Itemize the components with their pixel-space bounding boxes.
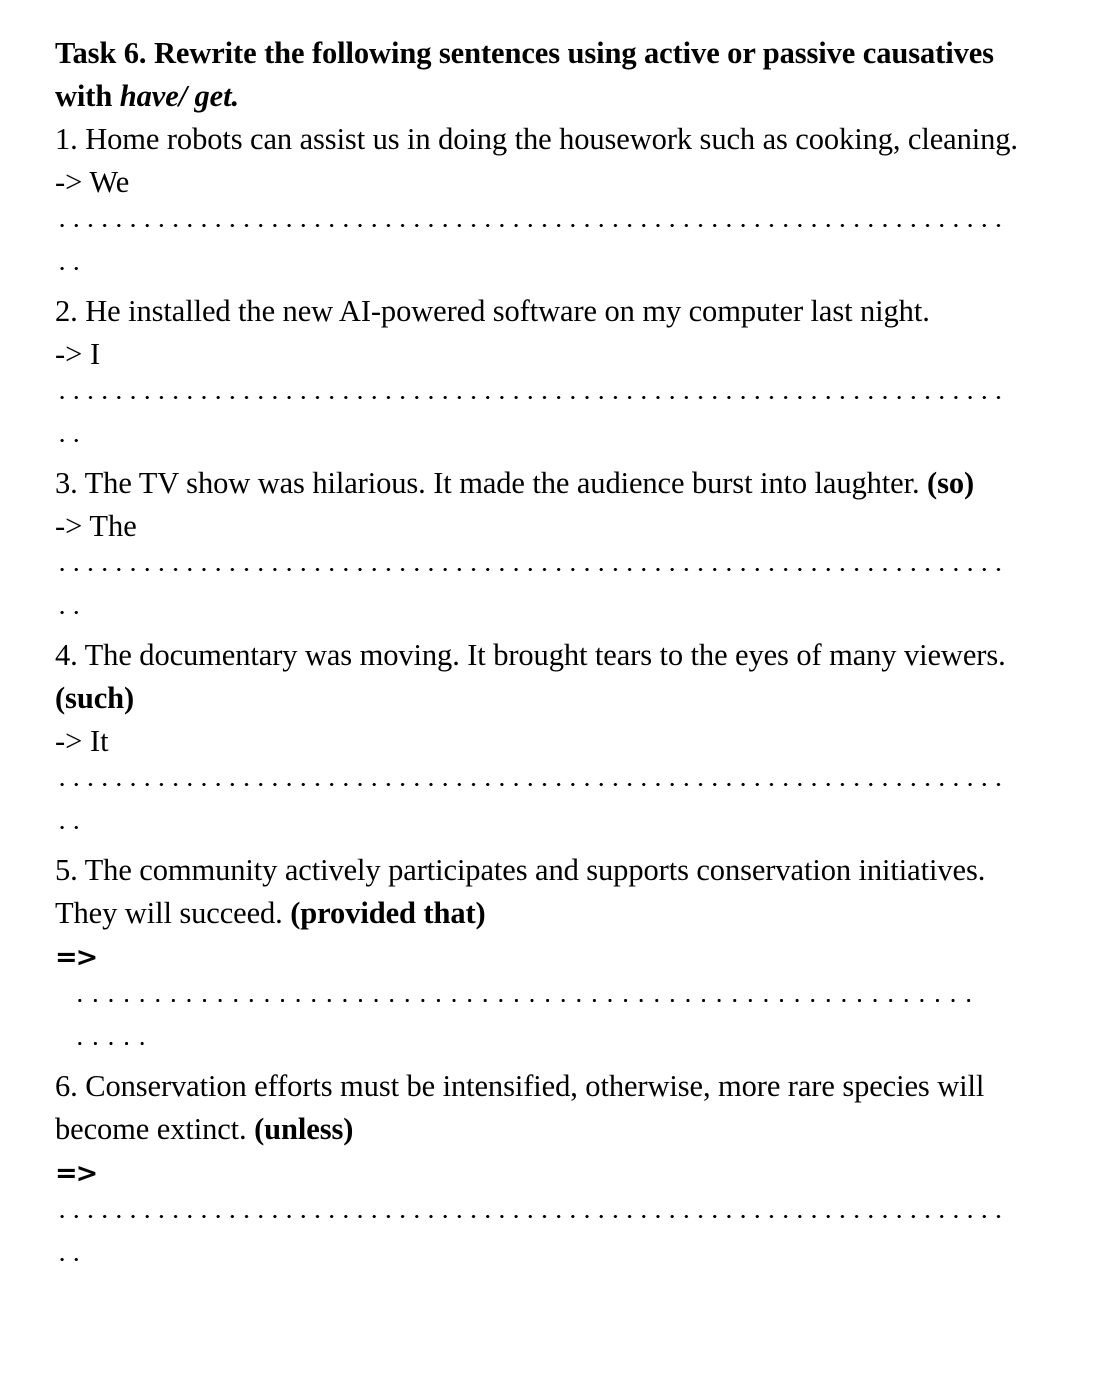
exercise-item-6: [55, 1065, 1018, 1281]
question-text-5: [55, 849, 1018, 935]
exercise-item-4: [55, 634, 1018, 849]
exercise-item-3: [55, 462, 1018, 634]
page-title-italic: have/ get.: [119, 79, 240, 113]
question-body-6: 6. Conservation efforts must be intensified, otherwise, more rare species will become extinct.: [55, 1069, 985, 1146]
answer-line-overflow-3[interactable]: [55, 591, 80, 634]
answer-line-6[interactable]: [55, 1195, 1005, 1238]
page-title-plain: Task 6. Rewrite the following sentences using active or passive causatives with: [55, 36, 994, 113]
page-title: [55, 32, 1018, 118]
question-text-2: 2. He installed the new AI-powered software on my computer last night.: [55, 294, 930, 328]
question-body-4: 4. The documentary was moving. It brought tears to the eyes of many viewers.: [55, 638, 1006, 672]
answer-lead-5: [55, 935, 1018, 979]
answer-lead-2: -> I: [55, 337, 101, 371]
answer-line-1[interactable]: [55, 204, 1005, 247]
question-body-3: 3. The TV show was hilarious. It made the audience burst into laughter.: [55, 466, 928, 500]
question-text-4: [55, 634, 1018, 720]
question-cue-4: (such): [55, 681, 135, 715]
answer-line-4[interactable]: [55, 763, 1005, 806]
answer-line-3[interactable]: [55, 548, 1005, 591]
answer-line-overflow-4[interactable]: [55, 806, 80, 849]
answer-line-overflow-6[interactable]: [55, 1238, 80, 1281]
question-body-5: 5. The community actively participates and supports conservation initiatives. They will succeed.: [55, 853, 986, 930]
answer-lead-3: -> The: [55, 509, 137, 543]
question-text-1: 1. Home robots can assist us in doing the housework such as cooking, cleaning.: [55, 122, 1018, 156]
double-arrow-icon: =>: [55, 942, 97, 973]
answer-line-overflow-5[interactable]: [72, 1022, 144, 1065]
answer-lead-6: [55, 1151, 1018, 1195]
exercise-item-2: [55, 290, 1018, 462]
exercise-item-1: [55, 118, 1018, 290]
question-cue-3: (so): [927, 466, 975, 500]
answer-line-5[interactable]: [72, 979, 975, 1022]
answer-line-2[interactable]: [55, 376, 1005, 419]
question-cue-6: (unless): [254, 1112, 354, 1146]
answer-lead-1: -> We: [55, 165, 130, 199]
question-text-6: [55, 1065, 1018, 1151]
exercise-item-5: [55, 849, 1018, 1065]
question-cue-5: (provided that): [290, 896, 486, 930]
answer-line-overflow-1[interactable]: [55, 247, 80, 290]
answer-lead-4: -> It: [55, 724, 109, 758]
double-arrow-icon: =>: [55, 1158, 97, 1189]
answer-line-overflow-2[interactable]: [55, 419, 80, 462]
question-text-3: [55, 462, 1018, 505]
